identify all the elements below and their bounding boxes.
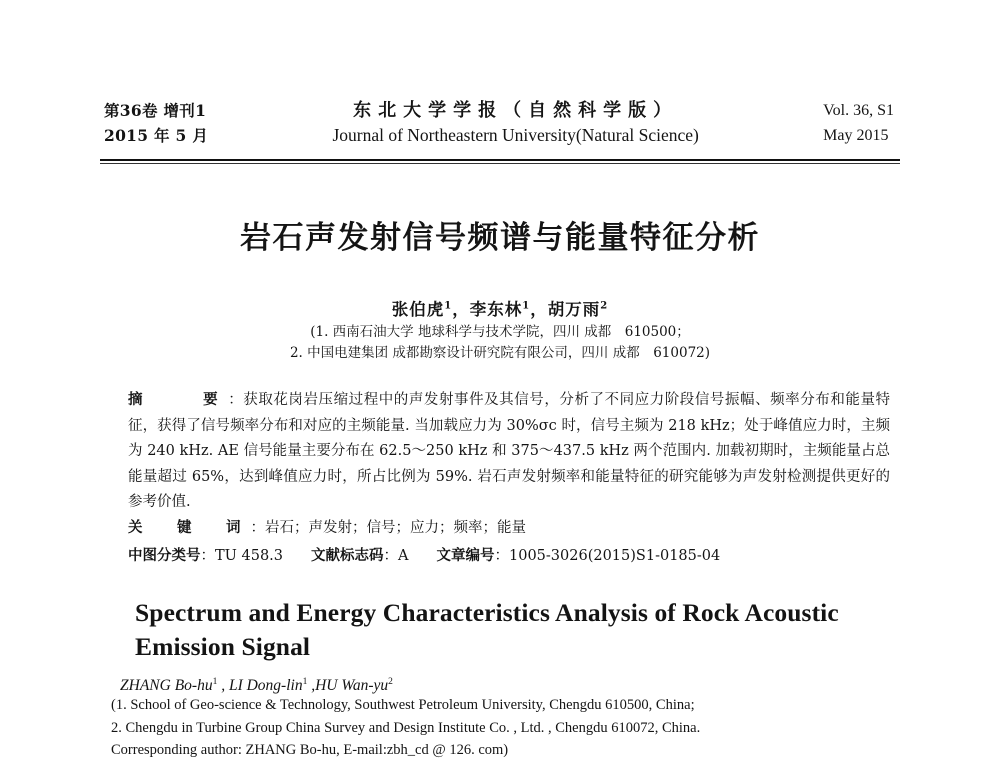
running-head-left [104, 98, 208, 148]
author-names-en: ZHANG $Bo-hu^1$ , LI Dong-lin$^1$ ,HU Wan-$yu^2$ [120, 677, 393, 695]
author-list-cn [100, 294, 900, 322]
volume-issue: 第36卷 增刊1 [104, 101, 207, 120]
affiliation-en [111, 694, 911, 762]
keywords-text-cn: ：岩石；声发射；信号；应力；频率；能量 [250, 520, 526, 536]
author-names-cn: 张伯虎$^1$，李东林$^1$，胡万雨$^2$ [391, 299, 609, 319]
affiliation-cn-line-1: (1. 西南石油大学 地球科学与技术学院，四川 成都 610500； [310, 324, 690, 340]
header-divider-thick [100, 159, 900, 161]
document-code-label: 文献标志码 [311, 547, 384, 564]
running-head-center [218, 98, 813, 148]
header-divider-thin [100, 163, 900, 164]
abstract-text-cn: ：获取花岗岩压缩过程中的声发射事件及其信号，分析了不同应力阶段信号振幅、频率分布和能量特征，获得了信号频率分布和对应的主频能量. 当加载应力为 30%σc 时，信号主频为 218 kHz；处于峰值应力时，主频为 240 kHz. AE 信号能量主要分布在 62.5～250 kHz 和 375～437.5 kHz 两个范围内. 加载初期时，主频能量占总能量超过 65%，达到峰值应力时，所占比例为 59%. 岩石声发射频率和能量特征的研究能够为声发射检测提供更好的参考价值. [128, 392, 891, 511]
journal-name-en: Journal of Northeastern University(Natural Science) [332, 125, 699, 145]
article-title-en: Spectrum and Energy Characteristics Analysis of Rock Acoustic Emission Signal [135, 598, 839, 661]
document-code-value: ：A [383, 548, 409, 564]
journal-name-cn: 东北大学学报（自然科学版） [353, 100, 679, 121]
issue-date-en: May 2015 [823, 127, 889, 144]
issue-date-cn: 2015 年 5 月 [104, 126, 209, 145]
article-id-value: ：1005-3026(2015)S1-0185-04 [494, 548, 721, 564]
affiliation-cn [100, 322, 900, 364]
abstract-cn [128, 387, 890, 516]
running-head [104, 98, 894, 148]
affiliation-cn-line-2: 2. 中国电建集团 成都勘察设计研究院有限公司，四川 成都 610072) [289, 345, 711, 361]
article-id-label: 文章编号 [436, 547, 495, 564]
corresponding-author-en: Corresponding author: ZHANG Bo-hu, E-mail:zbh_cd @ 126. com) [111, 742, 509, 758]
clc-value: ：TU 458.3 [200, 548, 284, 564]
abstract-label-cn: 摘 要 [128, 391, 229, 408]
keywords-label-cn: 关 键 词 [128, 519, 251, 536]
running-head-right [823, 98, 894, 148]
keywords-cn [128, 515, 890, 542]
header-divider [100, 159, 900, 164]
affiliation-en-line-1: (1. School of Geo-science & Technology, Southwest Petroleum University, Chengdu 610500, China; [111, 697, 695, 713]
classification-codes [128, 543, 918, 570]
volume-issue-en: Vol. 36, S1 [823, 102, 894, 119]
clc-label: 中图分类号 [128, 547, 201, 564]
affiliation-en-line-2: 2. Chengdu in Turbine Group China Survey and Design Institute Co. , Ltd. , Chengdu 610072, China. [111, 719, 701, 736]
article-title-cn: 岩石声发射信号频谱与能量特征分析 [240, 220, 760, 256]
